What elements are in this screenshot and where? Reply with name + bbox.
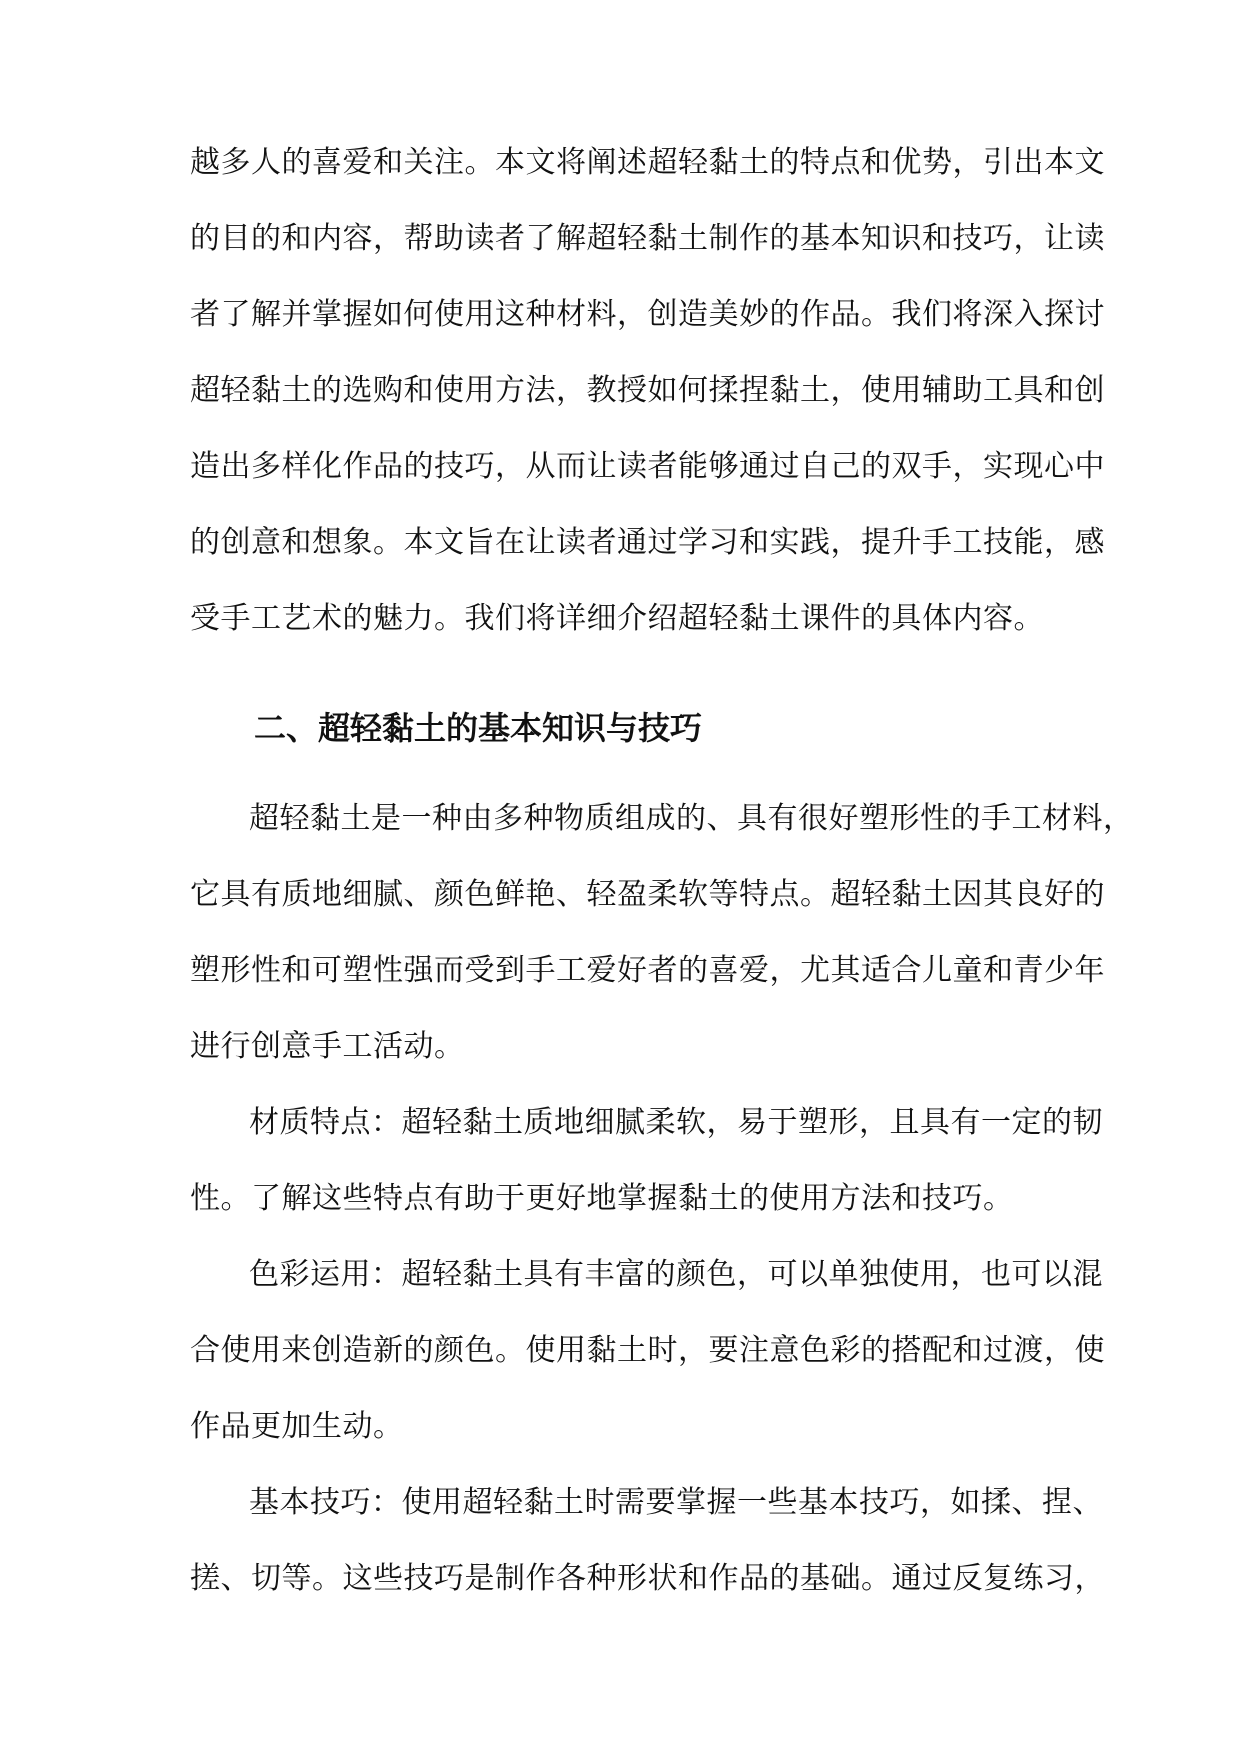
text-line: 搓、切等。这些技巧是制作各种形状和作品的基础。通过反复练习， <box>190 1561 1105 1596</box>
text-line: 受手工艺术的魅力。我们将详细介绍超轻黏土课件的具体内容。 <box>190 601 1044 636</box>
text-line: 材质特点：超轻黏土质地细腻柔软，易于塑形，且具有一定的韧 <box>249 1105 1103 1140</box>
paragraph-clay-intro <box>190 801 1134 1064</box>
intro-paragraph <box>190 145 1105 636</box>
text-line: 的目的和内容，帮助读者了解超轻黏土制作的基本知识和技巧，让读 <box>190 221 1105 256</box>
text-line: 性。了解这些特点有助于更好地掌握黏土的使用方法和技巧。 <box>190 1181 1014 1216</box>
text-line: 色彩运用：超轻黏土具有丰富的颜色，可以单独使用，也可以混 <box>249 1257 1103 1292</box>
text-line: 超轻黏土的选购和使用方法，教授如何揉捏黏土，使用辅助工具和创 <box>190 373 1105 408</box>
paragraph-techniques <box>190 1485 1105 1596</box>
text-line: 合使用来创造新的颜色。使用黏土时，要注意色彩的搭配和过渡，使 <box>190 1333 1105 1368</box>
text-line: 它具有质地细腻、颜色鲜艳、轻盈柔软等特点。超轻黏土因其良好的 <box>190 877 1105 912</box>
paragraph-material <box>190 1105 1103 1216</box>
text-line: 者了解并掌握如何使用这种材料，创造美妙的作品。我们将深入探讨 <box>190 297 1105 332</box>
text-line: 越多人的喜爱和关注。本文将阐述超轻黏土的特点和优势，引出本文 <box>190 145 1105 180</box>
text-line: 造出多样化作品的技巧，从而让读者能够通过自己的双手，实现心中 <box>190 449 1105 484</box>
section-heading: 二、超轻黏土的基本知识与技巧 <box>254 709 703 747</box>
text-line: 基本技巧：使用超轻黏土时需要掌握一些基本技巧，如揉、捏、 <box>249 1485 1103 1520</box>
text-line: 塑形性和可塑性强而受到手工爱好者的喜爱，尤其适合儿童和青少年 <box>190 953 1105 988</box>
text-line: 进行创意手工活动。 <box>190 1029 465 1064</box>
text-line: 作品更加生动。 <box>190 1409 404 1444</box>
text-line: 的创意和想象。本文旨在让读者通过学习和实践，提升手工技能，感 <box>190 525 1105 560</box>
page-content <box>190 145 1134 1596</box>
text-line: 超轻黏土是一种由多种物质组成的、具有很好塑形性的手工材料， <box>249 801 1134 836</box>
paragraph-color <box>190 1257 1105 1444</box>
